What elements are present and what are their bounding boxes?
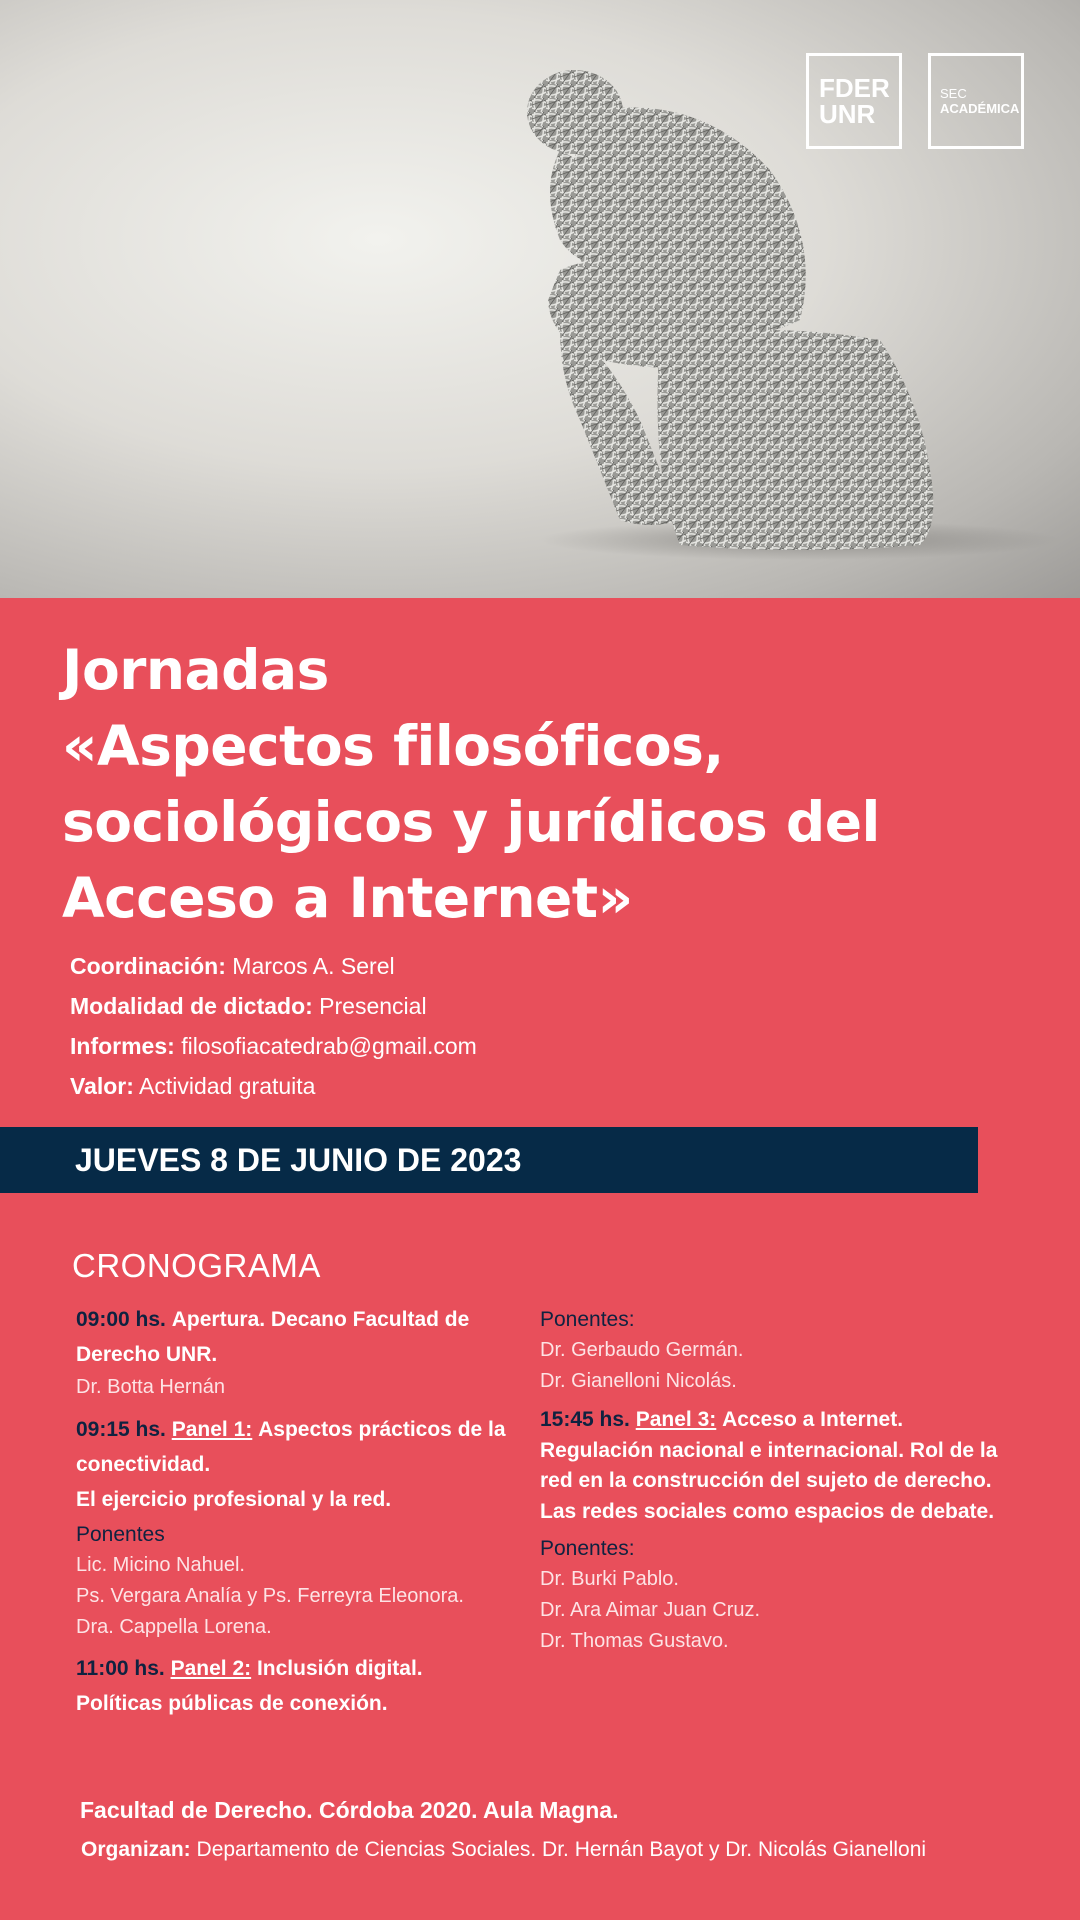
panel2-ponentes (540, 1304, 1040, 1397)
panel1-ponentes (76, 1519, 526, 1643)
logo-unr-text: UNR (819, 99, 876, 129)
panel2-ponente: Dr. Gerbaudo Germán. (540, 1339, 744, 1361)
organizan-value: Departamento de Ciencias Sociales. Dr. Hernán Bayot y Dr. Nicolás Gianelloni (196, 1838, 927, 1861)
venue-text: Facultad de Derecho. Córdoba 2020. Aula Magna. (80, 1797, 619, 1823)
cronograma-heading: CRONOGRAMA (72, 1247, 321, 1284)
apertura-time: 09:00 hs. (76, 1308, 166, 1331)
thinker-sculpture-illustration (0, 0, 1080, 598)
schedule-item-panel-3 (540, 1405, 1040, 1527)
modalidad-value: Presencial (319, 993, 427, 1019)
organizan-label: Organizan: (81, 1838, 191, 1861)
apertura-speaker: Dr. Botta Hernán (76, 1376, 225, 1398)
panel3-time: 15:45 hs. (540, 1408, 630, 1431)
panel1-ponente: Lic. Micino Nahuel. (76, 1554, 245, 1576)
logo-academica-text: ACADÉMICA (940, 101, 1020, 116)
valor-value: Actividad gratuita (139, 1073, 316, 1099)
valor-label: Valor: (70, 1073, 134, 1099)
panel2-label: Panel 2: (170, 1657, 252, 1680)
apertura-line-2: Derecho UNR. (76, 1343, 218, 1366)
organizers-text (81, 1838, 926, 1862)
informes-label: Informes: (70, 1033, 175, 1059)
event-title (62, 632, 1062, 936)
modalidad-label: Modalidad de dictado: (70, 993, 313, 1019)
fder-unr-logo (806, 53, 902, 149)
panel3-line-3: red en la construcción del sujeto de derecho. (540, 1469, 992, 1492)
panel2-line-2: Políticas públicas de conexión. (76, 1692, 388, 1715)
panel2-ponente: Dr. Gianelloni Nicolás. (540, 1370, 737, 1392)
event-info (70, 946, 477, 1106)
logo-sec-text: SEC (940, 86, 967, 101)
sec-academica-logo (928, 53, 1024, 149)
schedule-item-panel-2 (76, 1651, 526, 1721)
panel1-ponente: Ps. Vergara Analía y Ps. Ferreyra Eleonora. (76, 1585, 464, 1607)
panel3-ponentes-label: Ponentes: (540, 1537, 635, 1560)
panel3-label: Panel 3: (635, 1408, 717, 1431)
panel3-ponente: Dr. Ara Aimar Juan Cruz. (540, 1599, 761, 1621)
panel2-line-1: Inclusión digital. (256, 1657, 423, 1680)
panel1-line-3: El ejercicio profesional y la red. (76, 1488, 392, 1511)
panel3-ponentes (540, 1533, 1040, 1657)
schedule-item-apertura (76, 1302, 526, 1372)
panel3-line-1: Acceso a Internet. (722, 1408, 904, 1431)
title-line-4: Acceso a Internet» (62, 866, 633, 930)
schedule-item-panel-1 (76, 1412, 526, 1517)
event-date: JUEVES 8 DE JUNIO DE 2023 (75, 1142, 522, 1178)
info-modalidad (70, 986, 477, 1026)
info-informes (70, 1026, 477, 1066)
panel2-time: 11:00 hs. (76, 1657, 165, 1680)
info-coordinacion (70, 946, 477, 986)
hero-image (0, 0, 1080, 598)
panel3-ponente: Dr. Burki Pablo. (540, 1568, 679, 1590)
panel1-line-2: conectividad. (76, 1453, 211, 1476)
title-line-1: Jornadas (62, 638, 329, 702)
informes-email: filosofiacatedrab@gmail.com (181, 1033, 477, 1059)
coordinacion-label: Coordinación: (70, 953, 226, 979)
panel2-ponentes-label: Ponentes: (540, 1308, 635, 1331)
panel1-label: Panel 1: (171, 1418, 253, 1441)
schedule-left-column (76, 1302, 526, 1721)
schedule-right-column (540, 1304, 1040, 1657)
info-valor (70, 1066, 477, 1106)
panel1-time: 09:15 hs. (76, 1418, 166, 1441)
coordinacion-value: Marcos A. Serel (232, 953, 395, 979)
date-banner (0, 1127, 978, 1193)
panel3-ponente: Dr. Thomas Gustavo. (540, 1630, 729, 1652)
panel3-line-2: Regulación nacional e internacional. Rol de la (540, 1438, 998, 1462)
title-line-3: sociológicos y jurídicos del (62, 790, 880, 854)
logo-fder-text: FDER (819, 73, 890, 103)
panel1-ponentes-label: Ponentes (76, 1523, 165, 1546)
panel3-line-4: Las redes sociales como espacios de debate. (540, 1499, 995, 1523)
panel1-line-1: Aspectos prácticos de la (258, 1418, 506, 1441)
apertura-line-1: Apertura. Decano Facultad de (171, 1308, 470, 1331)
panel1-ponente: Dra. Cappella Lorena. (76, 1616, 272, 1638)
title-line-2: «Aspectos filosóficos, (62, 714, 724, 778)
